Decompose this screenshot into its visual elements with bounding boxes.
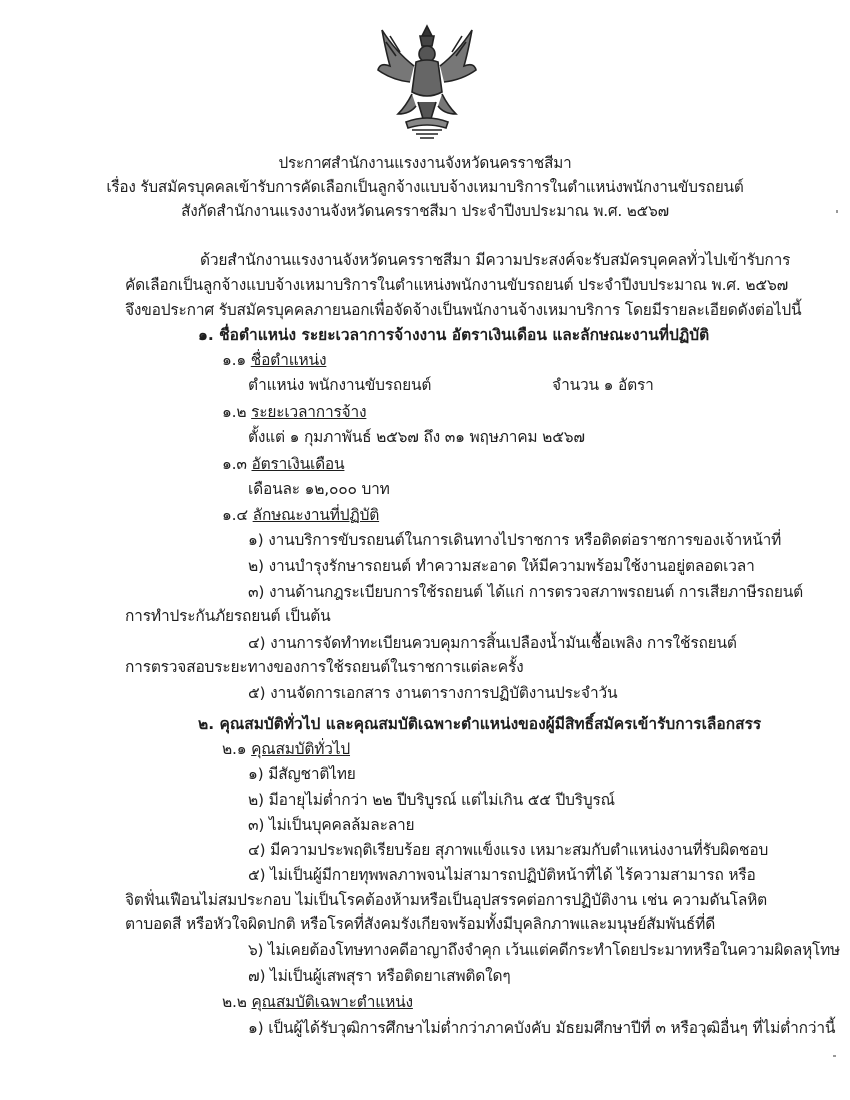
intro-line-3: จึงขอประกาศ รับสมัครบุคคลภายนอกเพื่อจัดจ้างเป็นพนักงานจ้างเหมาบริการ โดยมีรายละเอียดดังต่อไปนี้ [125,301,802,319]
duty-item-4-cont: การตรวจสอบระยะทางของการใช้รถยนต์ในราชการแต่ละครั้ง [125,658,524,676]
section-title: คุณสมบัติเฉพาะตำแหน่ง [251,993,413,1011]
section-1-4-heading [222,505,379,525]
qualification-item-7: ๗) ไม่เป็นผู้เสพสุรา หรือติดยาเสพติดใดๆ [248,967,511,985]
section-title: ระยะเวลาการจ้าง [251,403,367,421]
announcement-subject: เรื่อง รับสมัครบุคคลเข้ารับการคัดเลือกเป็นลูกจ้างแบบจ้างเหมาบริการในตำแหน่งพนักงานขับรถยนต์ [106,178,744,196]
intro-line-2: คัดเลือกเป็นลูกจ้างแบบจ้างเหมาบริการในตำแหน่งพนักงานขับรถยนต์ ประจำปีงบประมาณ พ.ศ. ๒๕๖๗ [125,276,789,294]
qualification-item-5: ๕) ไม่เป็นผู้มีกายทุพพลภาพจนไม่สามารถปฏิบัติหน้าที่ได้ ไร้ความสามารถ หรือ [248,866,756,884]
qualification-item-5-cont-2: ตาบอดสี หรือหัวใจผิดปกติ หรือโรคที่สังคมรังเกียจพร้อมทั้งมีบุคลิกภาพและมนุษย์สัมพันธ์ที่ดี [125,915,716,933]
duty-item-1: ๑) งานบริการขับรถยนต์ในการเดินทางไปราชการ หรือติดต่อราชการของเจ้าหน้าที่ [248,531,782,549]
announcement-title: ประกาศสำนักงานแรงงานจังหวัดนครราชสีมา [278,154,572,172]
qualification-item-6: ๖) ไม่เคยต้องโทษทางคดีอาญาถึงจำคุก เว้นแต่คดีกระทำโดยประมาทหรือในความผิดลหุโทษ [248,941,840,959]
qualification-item-1: ๑) มีสัญชาติไทย [248,765,356,783]
qualification-item-4: ๔) มีความประพฤติเรียบร้อย สุภาพแข็งแรง เหมาะสมกับตำแหน่งงานที่รับผิดชอบ [248,841,769,859]
section-title: ชื่อตำแหน่ง [250,351,327,369]
salary-rate: เดือนละ ๑๒,๐๐๐ บาท [248,480,390,498]
garuda-emblem-icon [376,22,478,142]
section-number: ๑.๓ [222,455,247,473]
qualification-item-2: ๒) มีอายุไม่ต่ำกว่า ๒๒ ปีบริบูรณ์ แต่ไม่เกิน ๕๕ ปีบริบูรณ์ [248,791,615,809]
announcement-affiliation: สังกัดสำนักงานแรงงานจังหวัดนครราชสีมา ประจำปีงบประมาณ พ.ศ. ๒๕๖๗ [181,202,669,220]
section-number: ๒.๑ [222,740,247,758]
section-title: ลักษณะงานที่ปฏิบัติ [252,506,380,524]
qualification-item-5-cont-1: จิตฟั่นเฟือนไม่สมประกอบ ไม่เป็นโรคต้องห้ามหรือเป็นอุปสรรคต่อการปฏิบัติงาน เช่น ความดันโลหิต [125,891,768,909]
scan-speck [833,1055,836,1057]
duty-item-2: ๒) งานบำรุงรักษารถยนต์ ทำความสะอาด ให้มีความพร้อมใช้งานอยู่ตลอดเวลา [248,557,755,575]
section-number: ๒.๒ [222,993,247,1011]
scan-speck [836,210,838,213]
section-1-3-heading [222,454,344,474]
duty-item-3-cont: การทำประกันภัยรถยนต์ เป็นต้น [125,607,331,625]
qualification-item-3: ๓) ไม่เป็นบุคคลล้มละลาย [248,816,415,834]
duty-item-4: ๔) งานการจัดทำทะเบียนควบคุมการสิ้นเปลืองน้ำมันเชื้อเพลิง การใช้รถยนต์ [248,634,737,652]
section-number: ๑.๑ [222,351,247,369]
intro-line-1: ด้วยสำนักงานแรงงานจังหวัดนครราชสีมา มีความประสงค์จะรับสมัครบุคคลทั่วไปเข้ารับการ [200,251,791,269]
section-number: ๑.๔ [222,506,248,524]
section-1-2-heading [222,402,366,422]
section-1-1-heading [222,350,326,370]
section-2-heading: ๒. คุณสมบัติทั่วไป และคุณสมบัติเฉพาะตำแหน่งของผู้มีสิทธิ์สมัครเข้ารับการเลือกสรร [198,715,762,733]
duty-item-3: ๓) งานด้านกฎระเบียบการใช้รถยนต์ ได้แก่ การตรวจสภาพรถยนต์ การเสียภาษีรถยนต์ [248,583,803,601]
position-name: ตำแหน่ง พนักงานขับรถยนต์ [248,376,432,394]
section-number: ๑.๒ [222,403,247,421]
employment-period: ตั้งแต่ ๑ กุมภาพันธ์ ๒๕๖๗ ถึง ๓๑ พฤษภาคม ๒๕๖๗ [248,428,585,446]
position-quota: จำนวน ๑ อัตรา [552,376,654,394]
section-title: อัตราเงินเดือน [251,455,345,473]
section-2-1-heading [222,739,350,759]
section-title: คุณสมบัติทั่วไป [251,740,351,758]
duty-item-5: ๕) งานจัดการเอกสาร งานตารางการปฏิบัติงานประจำวัน [248,684,618,702]
section-2-2-heading [222,992,413,1012]
specific-qualification-item-1: ๑) เป็นผู้ได้รับวุฒิการศึกษาไม่ต่ำกว่าภาคบังคับ มัธยมศึกษาปีที่ ๓ หรือวุฒิอื่นๆ ที่ไม่ต่ำกว่านี้ [248,1019,836,1037]
section-1-heading: ๑. ชื่อตำแหน่ง ระยะเวลาการจ้างงาน อัตราเงินเดือน และลักษณะงานที่ปฏิบัติ [198,326,710,344]
